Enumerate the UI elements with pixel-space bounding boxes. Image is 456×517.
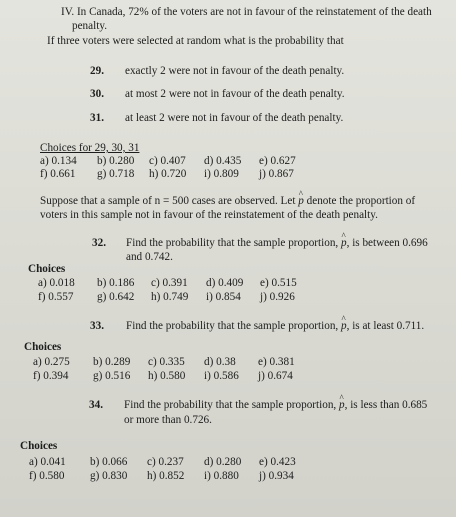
intro-line-1: IV. In Canada, 72% of the voters are not in favour of the reinstatement of the death <box>61 6 432 18</box>
choice-32-j: j) 0.926 <box>260 291 295 303</box>
choice-34-b: b) 0.066 <box>90 456 128 468</box>
choice-32-i: i) 0.854 <box>206 291 241 303</box>
choice-32-e: e) 0.515 <box>260 277 297 289</box>
choice-33-j: j) 0.674 <box>258 370 293 382</box>
choice-32-c: c) 0.391 <box>151 277 188 289</box>
choice-29-31-b: b) 0.280 <box>97 155 135 167</box>
question-32-text-2: and 0.742. <box>126 251 173 263</box>
p-hat-symbol: ^ p <box>341 237 347 249</box>
question-34-number: 34. <box>89 399 103 411</box>
p-hat-symbol: ^ p <box>298 195 304 207</box>
choice-34-a: a) 0.041 <box>29 456 66 468</box>
question-31-number: 31. <box>90 112 104 124</box>
choice-34-i: i) 0.880 <box>204 470 239 482</box>
choice-33-c: c) 0.335 <box>148 356 185 368</box>
choice-29-31-h: h) 0.720 <box>149 168 187 180</box>
choice-34-c: c) 0.237 <box>147 456 184 468</box>
question-33-text: Find the probability that the sample proportion, ^ p, is at least 0.711. <box>126 320 424 333</box>
choice-34-j: j) 0.934 <box>259 470 294 482</box>
choices-33-title: Choices <box>24 341 62 353</box>
question-30-text: at most 2 were not in favour of the death penalty. <box>125 88 345 100</box>
p-hat-symbol: ^ p <box>341 320 347 332</box>
choice-29-31-d: d) 0.435 <box>204 155 242 167</box>
choice-29-31-f: f) 0.661 <box>40 168 76 180</box>
question-29-text: exactly 2 were not in favour of the death penalty. <box>125 65 345 77</box>
choice-34-h: h) 0.852 <box>147 470 185 482</box>
choice-29-31-c: c) 0.407 <box>149 155 186 167</box>
intro-line-3: If three voters were selected at random what is the probability that <box>47 35 344 47</box>
question-31-text: at least 2 were not in favour of the death penalty. <box>125 112 344 124</box>
choice-32-b: b) 0.186 <box>97 277 135 289</box>
question-32-number: 32. <box>92 237 106 249</box>
choice-29-31-j: j) 0.867 <box>259 168 294 180</box>
question-34-text-2: or more than 0.726. <box>124 414 212 426</box>
p-hat-symbol: ^ p <box>339 399 345 411</box>
choices-32-title: Choices <box>28 263 66 275</box>
question-30-number: 30. <box>90 88 104 100</box>
choice-34-d: d) 0.280 <box>204 456 242 468</box>
intro-line-2: penalty. <box>72 20 107 32</box>
choice-29-31-g: g) 0.718 <box>97 168 135 180</box>
question-32-text: Find the probability that the sample proportion, ^ p, is between 0.696 <box>126 237 428 250</box>
question-29-number: 29. <box>90 65 104 77</box>
choice-34-g: g) 0.830 <box>90 470 128 482</box>
choice-32-f: f) 0.557 <box>38 291 74 303</box>
choice-33-f: f) 0.394 <box>33 370 69 382</box>
choice-33-e: e) 0.381 <box>258 356 295 368</box>
choice-32-g: g) 0.642 <box>97 291 135 303</box>
choice-33-g: g) 0.516 <box>93 370 131 382</box>
choice-32-h: h) 0.749 <box>151 291 189 303</box>
choice-33-h: h) 0.580 <box>148 370 186 382</box>
choice-32-a: a) 0.018 <box>38 277 75 289</box>
choice-29-31-e: e) 0.627 <box>259 155 296 167</box>
choices-29-31-title: Choices for 29, 30, 31 <box>40 142 140 154</box>
choice-29-31-a: a) 0.134 <box>40 155 77 167</box>
choice-34-f: f) 0.580 <box>29 470 65 482</box>
choice-33-a: a) 0.275 <box>33 356 70 368</box>
question-33-number: 33. <box>90 320 104 332</box>
choice-34-e: e) 0.423 <box>259 456 296 468</box>
sample-line-1: Suppose that a sample of n = 500 cases are observed. Let ^ p denote the proportion of <box>40 195 415 208</box>
choice-29-31-i: i) 0.809 <box>204 168 239 180</box>
choices-34-title: Choices <box>20 440 58 452</box>
choice-33-b: b) 0.289 <box>93 356 131 368</box>
sample-line-2: voters in this sample not in favour of the reinstatement of the death penalty. <box>40 209 378 221</box>
choice-33-d: d) 0.38 <box>204 356 236 368</box>
question-34-text: Find the probability that the sample proportion, ^ p, is less than 0.685 <box>124 399 427 412</box>
choice-32-d: d) 0.409 <box>206 277 244 289</box>
choice-33-i: i) 0.586 <box>204 370 239 382</box>
